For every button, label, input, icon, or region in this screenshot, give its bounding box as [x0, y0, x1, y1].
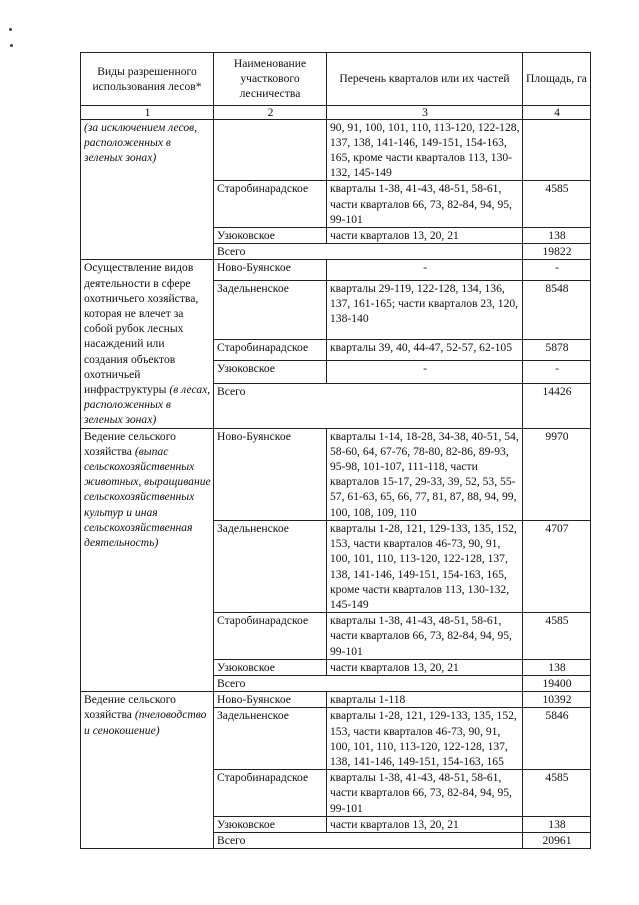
forestry-name: Ново-Буянское — [214, 428, 327, 520]
quarters-list: части кварталов 13, 20, 21 — [327, 228, 523, 244]
use-type-cell — [81, 692, 214, 849]
area-value: 4585 — [523, 181, 591, 228]
forestry-name: Старобинарадское — [214, 770, 327, 817]
forestry-name — [214, 119, 327, 181]
area-value: 5878 — [523, 340, 591, 361]
total-label: Всего — [214, 832, 523, 848]
use-type-text: Ведение сельского хозяйства — [84, 693, 176, 722]
forestry-name: Старобинарадское — [214, 340, 327, 361]
forestry-name: Старобинарадское — [214, 181, 327, 228]
forestry-name: Узюковское — [214, 228, 327, 244]
area-value: 5846 — [523, 708, 591, 770]
use-type-text: Осуществление видов деятельности в сфере охотничьего хозяйства, которая не влечет за собой рубок лесных насаждений или создания объектов охотничьей инфраструктуры — [84, 261, 199, 397]
header-area: Площадь, га — [523, 53, 591, 106]
quarters-list: кварталы 1-38, 41-43, 48-51, 58-61, части кварталов 66, 73, 82-84, 94, 95, 99-101 — [327, 613, 523, 660]
total-area: 14426 — [523, 383, 591, 428]
table-row — [81, 692, 591, 708]
total-label: Всего — [214, 244, 523, 260]
quarters-list: кварталы 1-14, 18-28, 34-38, 40-51, 54, 58-60, 64, 67-76, 78-80, 82-86, 89-93, 95-98, 101-107, 111-118, части кварталов 15-17, 29-33, 39, 52, 53, 55-57, 61-63, 65, 66, 77, 81, 87, 88, 94, 99, 100, 108, 109, 110 — [327, 428, 523, 520]
use-type-note: (в лесах, расположенных в зеленых зонах) — [84, 383, 211, 427]
forest-use-table — [80, 52, 591, 849]
quarters-list: части кварталов 13, 20, 21 — [327, 816, 523, 832]
forestry-name: Старобинарадское — [214, 613, 327, 660]
quarters-list: - — [327, 260, 523, 281]
area-value: 4585 — [523, 770, 591, 817]
column-number: 4 — [523, 105, 591, 119]
quarters-list: кварталы 1-38, 41-43, 48-51, 58-61, части кварталов 66, 73, 82-84, 94, 95, 99-101 — [327, 181, 523, 228]
quarters-list: кварталы 1-118 — [327, 692, 523, 708]
quarters-list: кварталы 1-28, 121, 129-133, 135, 152, 153, части кварталов 46-73, 90, 91, 100, 101, 110, 113-120, 122-128, 137, 138, 141-146, 149-151, 154-163, 165 — [327, 708, 523, 770]
area-value: 138 — [523, 816, 591, 832]
total-area: 20961 — [523, 832, 591, 848]
column-number: 2 — [214, 105, 327, 119]
area-value: 4585 — [523, 613, 591, 660]
area-value: 8548 — [523, 280, 591, 339]
forestry-name: Узюковское — [214, 816, 327, 832]
column-number: 1 — [81, 105, 214, 119]
forestry-name: Ново-Буянское — [214, 692, 327, 708]
header-forestry: Наименование участкового лесничества — [214, 53, 327, 106]
area-value: - — [523, 260, 591, 281]
area-value: 138 — [523, 228, 591, 244]
quarters-list: кварталы 39, 40, 44-47, 52-57, 62-105 — [327, 340, 523, 361]
total-area: 19400 — [523, 675, 591, 691]
column-number-row — [81, 105, 591, 119]
forestry-name: Ново-Буянское — [214, 260, 327, 281]
use-type-cell — [81, 260, 214, 428]
header-quarters: Перечень кварталов или их частей — [327, 53, 523, 106]
quarters-list: кварталы 1-28, 121, 129-133, 135, 152, 153, части кварталов 46-73, 90, 91, 100, 101, 110, 113-120, 122-128, 137, 138, 141-146, 149-151, 154-163, 165, кроме части кварталов 113, 130-132, 145-149 — [327, 520, 523, 612]
table-row — [81, 119, 591, 181]
forestry-name: Задельненское — [214, 708, 327, 770]
total-label: Всего — [214, 383, 523, 428]
quarters-list: части кварталов 13, 20, 21 — [327, 659, 523, 675]
table-header-row — [81, 53, 591, 106]
header-use-type: Виды разрешенного использования лесов* — [81, 53, 214, 106]
forestry-name: Узюковское — [214, 360, 327, 383]
use-type-note: (за исключением лесов, расположенных в зеленых зонах) — [84, 120, 198, 165]
forestry-name: Узюковское — [214, 659, 327, 675]
area-value: - — [523, 360, 591, 383]
area-value: 4707 — [523, 520, 591, 612]
column-number: 3 — [327, 105, 523, 119]
quarters-list: 90, 91, 100, 101, 110, 113-120, 122-128, 137, 138, 141-146, 149-151, 154-163, 165, кроме части кварталов 113, 130-132, 145-149 — [327, 119, 523, 181]
area-value — [523, 119, 591, 181]
use-type-cell — [81, 119, 214, 260]
total-label: Всего — [214, 675, 523, 691]
forestry-name: Задельненское — [214, 520, 327, 612]
quarters-list: кварталы 29-119, 122-128, 134, 136, 137, 161-165; части кварталов 23, 120, 138-140 — [327, 280, 523, 339]
scan-speck — [10, 44, 13, 47]
use-type-cell — [81, 428, 214, 691]
use-type-note: (пчеловодство и сенокошение) — [84, 708, 207, 737]
area-value: 10392 — [523, 692, 591, 708]
table-row — [81, 260, 591, 281]
quarters-list: кварталы 1-38, 41-43, 48-51, 58-61, части кварталов 66, 73, 82-84, 94, 95, 99-101 — [327, 770, 523, 817]
forestry-name: Задельненское — [214, 280, 327, 339]
total-area: 19822 — [523, 244, 591, 260]
table-row — [81, 428, 591, 520]
quarters-list: - — [327, 360, 523, 383]
area-value: 138 — [523, 659, 591, 675]
area-value: 9970 — [523, 428, 591, 520]
scan-speck — [9, 28, 12, 31]
use-type-note: (выпас сельскохозяйственных животных, выращивание сельскохозяйственных культур и иная сельскохозяйственная деятельность) — [84, 444, 211, 550]
use-type-text: Ведение сельского хозяйства — [84, 429, 176, 458]
